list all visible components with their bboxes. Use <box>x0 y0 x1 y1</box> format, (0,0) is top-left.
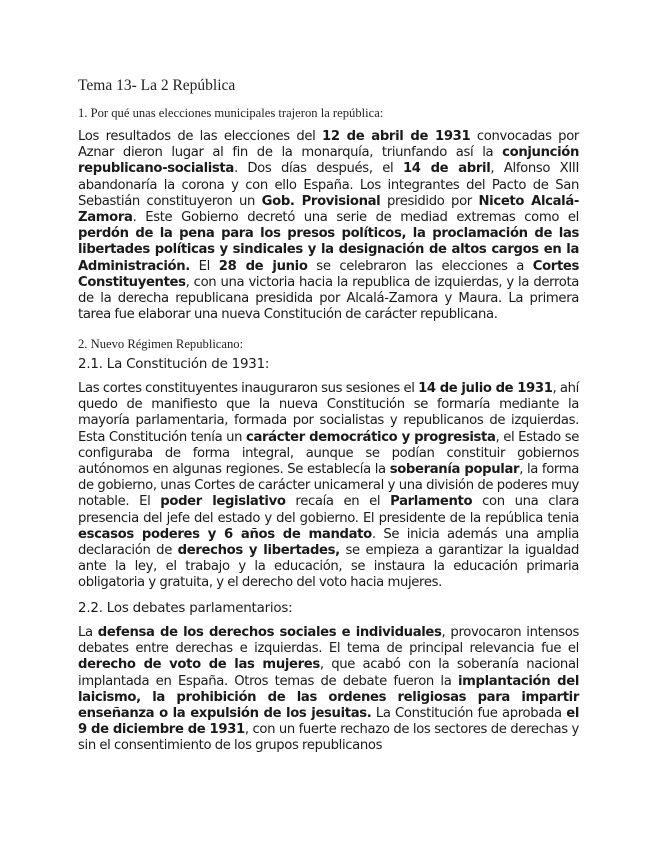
text-run: , el Estado se configuraba de forma integral, aunque se podían constituir gobiernos autónomos en algunas regiones. Se establecía la <box>78 429 580 478</box>
text-run: . Este Gobierno decretó una serie de mediad extremas como el <box>132 210 579 226</box>
text-run: con una clara presencia del jefe del estado y del gobierno. El presidente de la república tenia <box>78 494 579 526</box>
bold-text: defensa de los derechos sociales e individuales <box>97 625 442 640</box>
text-run: La Constitución fue aprobada <box>371 706 567 722</box>
page-title: Tema 13- La 2 República <box>78 77 236 94</box>
bold-text: Parlamento <box>390 494 473 510</box>
bold-text: Gob. Provisional <box>261 193 381 209</box>
text-run: , provocaron intensos debates entre derechas e izquierdas. El tema de principal relevancia fue el <box>78 625 579 657</box>
text-run: . Dos días después, el <box>233 161 403 177</box>
section-1-paragraph <box>78 129 579 323</box>
bold-text: implantación del laicismo, la prohibición de las ordenes religiosas para impartir enseñanza o la expulsión de los jesuitas. <box>78 673 579 722</box>
bold-text: 12 de abril de 1931 <box>322 129 471 144</box>
text-run: se empieza a garantizar la igualdad ante la ley, el trabajo y la educación, se instaura la educación primaria obligatoria y gratuita, y el derecho del voto hacia mujeres. <box>78 543 579 591</box>
bold-text: 28 de junio <box>218 258 308 274</box>
bold-text: el 9 de diciembre de 1931 <box>78 706 579 738</box>
bold-text: derechos y libertades, <box>177 543 340 559</box>
section-2-heading: 2. Nuevo Régimen Republicano: <box>78 337 244 351</box>
subsection-2-1-paragraph <box>78 381 579 592</box>
bold-text: escasos poderes y 6 años de mandato <box>78 526 372 542</box>
text-run: Los resultados de las elecciones del <box>78 129 323 144</box>
text-run: , Alfonso XIII abandonaría la corona y con ello España. Los integrantes del Pacto de San Sebastián constituyeron un <box>78 161 579 209</box>
text-run: convocadas por Aznar dieron lugar al fin de la monarquía, triunfando así la <box>78 129 579 161</box>
text-run: , que acabó con la soberanía nacional implantada en España. Otros temas de debate fueron la <box>78 657 579 689</box>
section-1-heading: 1. Por qué unas elecciones municipales trajeron la república: <box>78 106 384 120</box>
bold-text: derecho de voto de las mujeres <box>78 657 320 673</box>
text-run: , ahí quedo de manifiesto que la nueva Constitución se formaría mediante la mayoría parlamentaria, formada por socialistas y republicanos de izquierdas. Esta Constitución tenía un <box>78 381 579 445</box>
subsection-2-2-paragraph <box>78 625 579 755</box>
bold-text: 14 de julio de 1931 <box>418 381 553 396</box>
text-run: , con un fuerte rechazo de los sectores de derechas y sin el consentimiento de los grupos republicanos <box>78 722 579 754</box>
text-run: El <box>189 258 219 274</box>
bold-text: perdón de la pena para los presos políticos, la proclamación de las libertades políticas y sindicales y la designación de altos cargos en la Administración. <box>78 226 579 274</box>
subsection-2-1-heading: 2.1. La Constitución de 1931: <box>78 357 270 372</box>
text-run: Las cortes constituyentes inauguraron sus sesiones el <box>78 381 419 396</box>
bold-text: Niceto Alcalá-Zamora <box>78 193 579 226</box>
text-run: La <box>78 625 98 640</box>
text-run: recaía en el <box>285 494 391 510</box>
bold-text: conjunción republicano-socialista <box>78 145 579 177</box>
text-run: presidido por <box>380 193 479 209</box>
bold-text: Cortes Constituyentes <box>78 258 579 290</box>
bold-text: 14 de abril <box>402 161 491 177</box>
subsection-2-2-heading: 2.2. Los debates parlamentarios: <box>78 601 293 616</box>
text-run: , la forma de gobierno, unas Cortes de carácter unicameral y una división de poderes muy notable. El <box>78 462 579 510</box>
text-run: , con una victoria hacia la republica de izquierdas, y la derrota de la derecha republicana presidida por Alcalá-Zamora y Maura. La primera tarea fue elaborar una nueva Constitución de carácter republicana. <box>78 274 579 323</box>
bold-text: soberanía popular <box>389 462 520 478</box>
bold-text: carácter democrático y progresista <box>246 429 496 445</box>
text-run: se celebraron las elecciones a <box>307 258 533 274</box>
text-run: . Se inicia además una amplia declaración de <box>78 526 579 559</box>
bold-text: poder legislativo <box>160 494 286 510</box>
